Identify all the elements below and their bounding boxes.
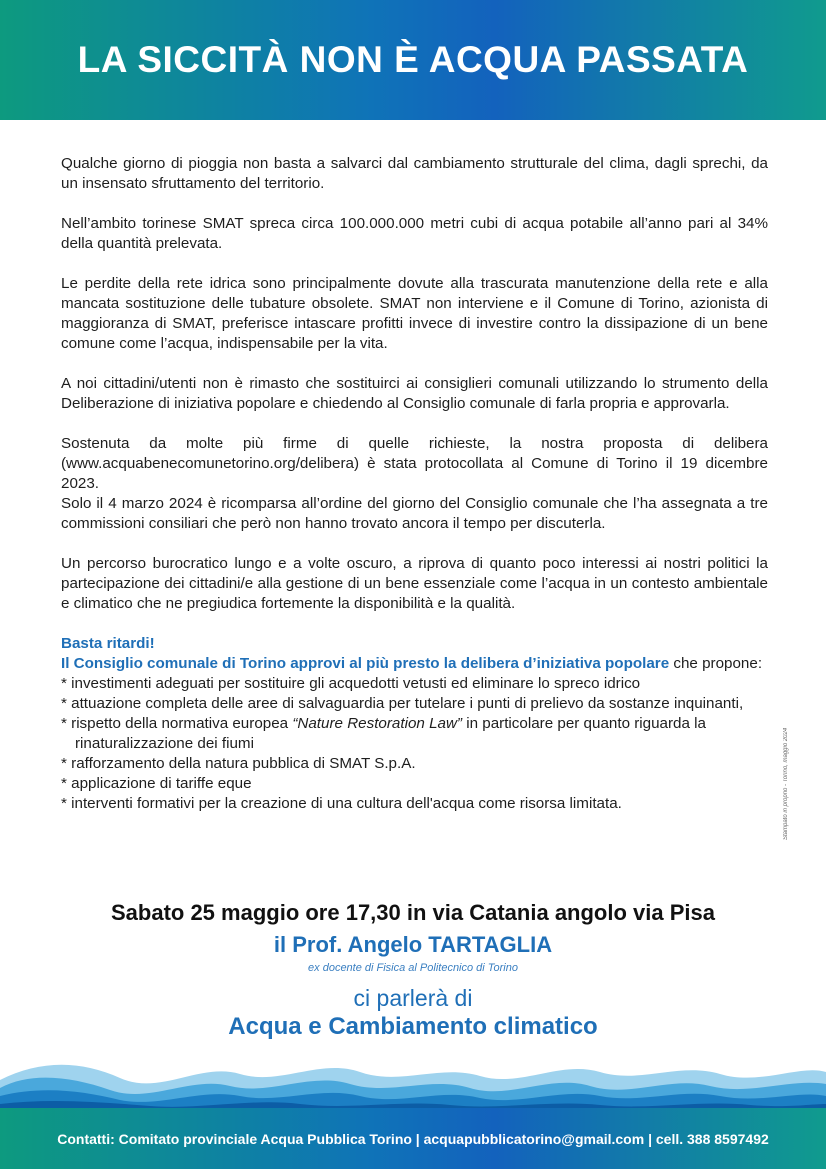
demands-list [61, 674, 768, 814]
list-item: * interventi formativi per la creazione di una cultura dell'acqua come risorsa limitata. [61, 795, 622, 812]
paragraph-proposal: Sostenuta da molte più firme di quelle richieste, la nostra proposta di delibera (www.acquabenecomunetorino.org/delibera) è stata protocollata al Comune di Torino il 19 dicembre 2023. [61, 435, 768, 492]
list-item: * attuazione completa delle aree di salvaguardia per tutelare i punti di prelievo da sostanze inquinanti, [61, 695, 744, 712]
event-date: Sabato 25 maggio ore 17,30 in via Catania angolo via Pisa [110, 900, 715, 925]
footer-contacts [0, 1108, 826, 1169]
paragraph-agenda: Solo il 4 marzo 2024 è ricomparsa all’ordine del giorno del Consiglio comunale che l’ha assegnata a tre commissioni consiliari che però non hanno trovato ancora il tempo per discuterla. [61, 495, 768, 532]
page-title: LA SICCITÀ NON È ACQUA PASSATA [77, 39, 749, 80]
list-item: * investimenti adeguati per sostituire gli acquedotti vetusti ed eliminare lo spreco idrico [61, 675, 641, 692]
law-item-pre: * rispetto della normativa europea [61, 715, 293, 732]
demands-section [61, 634, 768, 814]
body-text [61, 154, 768, 814]
list-item-law [61, 714, 768, 754]
list-item: * rafforzamento della natura pubblica di SMAT S.p.A. [61, 755, 416, 772]
header-banner [0, 0, 826, 120]
paragraph-bureaucracy: Un percorso burocratico lungo e a volte oscuro, a riprova di quanto poco interessi ai nostri politici la partecipazione dei cittadini/e alla gestione di un bene essenziale come l’acqua in un contesto ambientale e climatico che ne pregiudica fortemente la disponibilità e la qualità. [61, 555, 768, 612]
water-waves-icon [0, 1050, 826, 1112]
law-name: “Nature Restoration Law” [292, 715, 462, 732]
speaker-role: ex docente di Fisica al Politecnico di Torino [308, 962, 518, 974]
contacts-text: Contatti: Comitato provinciale Acqua Pubblica Torino | acquapubblicatorino@gmail.com | cell. 388 8597492 [57, 1130, 769, 1147]
demands-intro-bold: Il Consiglio comunale di Torino approvi al più presto la delibera d’iniziativa popolare [61, 655, 670, 672]
talk-topic: Acqua e Cambiamento climatico [228, 1013, 598, 1040]
talk-intro: ci parlerà di [353, 985, 473, 1011]
demands-intro-rest: che propone: [669, 655, 763, 672]
paragraph-losses: Le perdite della rete idrica sono principalmente dovute alla trascurata manutenzione della rete e alla mancata sostituzione delle tubature obsolete. SMAT non interviene e il Comune di Torino, azionista di maggioranza di SMAT, preferisce intascare profitti invece di investire contro la dissipazione di un bene comune come l’acqua, indispensabile per la vita. [61, 275, 768, 352]
paragraph-waste: Nell’ambito torinese SMAT spreca circa 100.000.000 metri cubi di acqua potabile all’anno pari al 34% della quantità prelevata. [61, 215, 768, 252]
paragraph-citizens: A noi cittadini/utenti non è rimasto che sostituirci ai consiglieri comunali utilizzando lo strumento della Deliberazione di iniziativa popolare e chiedendo al Consiglio comunale di farla propria e approvarla. [61, 375, 768, 412]
print-note: Stampato in proprio - Torino, maggio 2024 [783, 727, 789, 840]
list-item: * applicazione di tariffe eque [61, 775, 252, 792]
demands-intro [61, 654, 768, 674]
law-item-continuation: rinaturalizzazione dei fiumi [75, 735, 254, 752]
demands-title: Basta ritardi! [61, 635, 155, 652]
law-item-post: in particolare per quanto riguarda la [462, 715, 706, 732]
event-speaker: il Prof. Angelo TARTAGLIA [273, 932, 553, 957]
paragraph-intro: Qualche giorno di pioggia non basta a salvarci dal cambiamento strutturale del clima, dagli sprechi, da un insensato sfruttamento del territorio. [61, 155, 768, 192]
